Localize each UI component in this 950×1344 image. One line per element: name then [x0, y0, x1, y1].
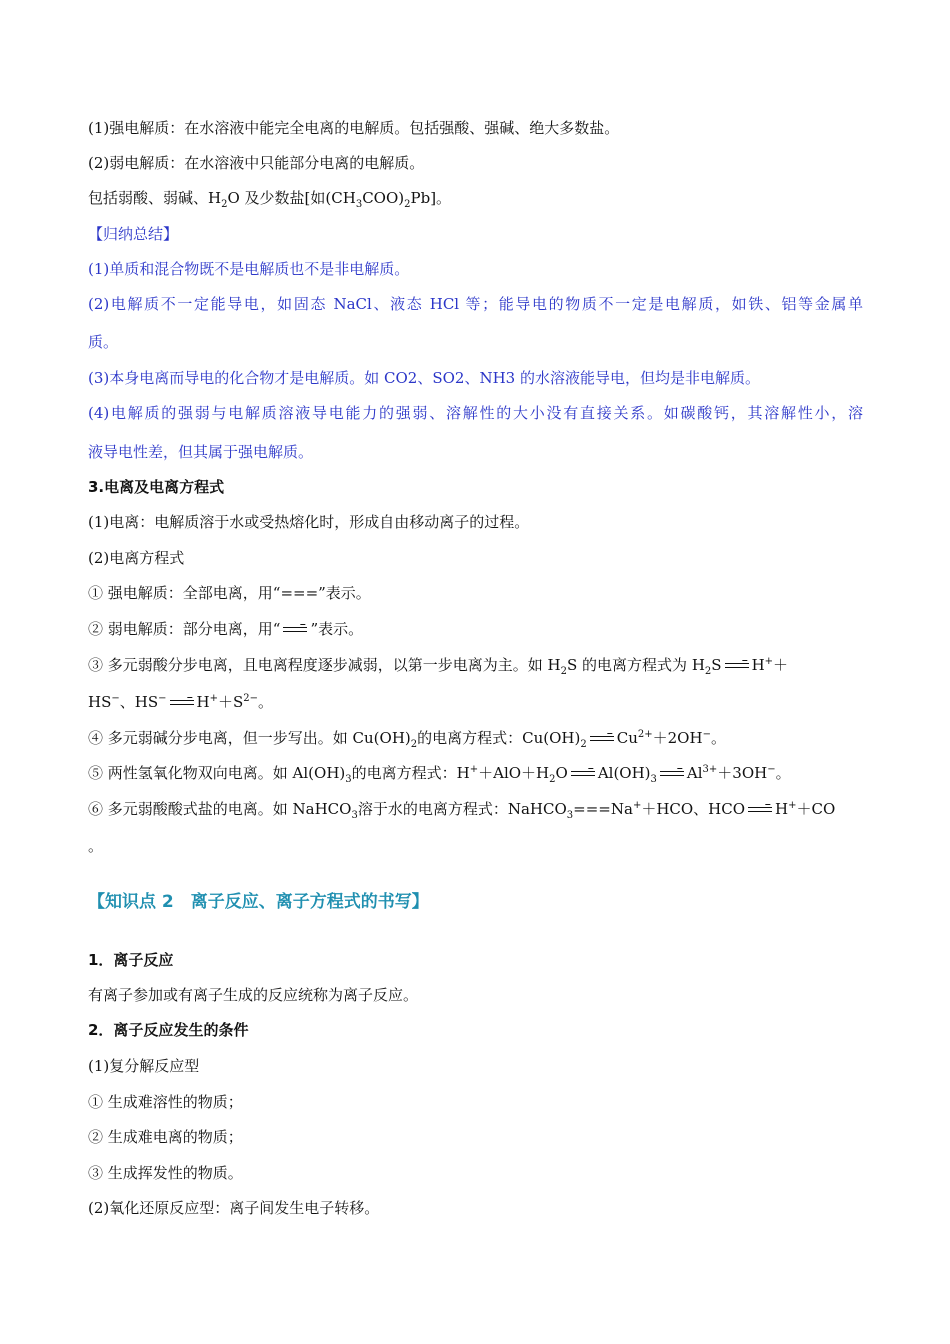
section-1-title: 1．离子反应	[88, 951, 174, 969]
rule-polyprotic-acid-cont: HS−、HS− $H^++S^{2-}$。	[88, 693, 274, 711]
rule-strong: ① 强电解质：全部电离，用“===”表示。	[88, 584, 371, 602]
weak-electrolyte-examples: 包括弱酸、弱碱、$H_2O$ 及少数盐[如$(CH_3COO)_2Pb$]。	[88, 189, 452, 210]
rule-acid-salt: ⑥ 多元弱酸酸式盐的电离。如 NaHCO$_3$溶于水的电离方程式：NaHCO$_3$===Na+＋HCO、HCO H+＋CO	[88, 800, 836, 821]
summary-item-2-cont: 质。	[88, 333, 119, 351]
summary-title: 【归纳总结】	[88, 225, 179, 243]
condition-item-3: ③ 生成挥发性的物质。	[88, 1164, 243, 1182]
summary-item-3: (3)本身电离而导电的化合物才是电解质。如 CO2、SO2、NH3 的水溶液能导电，但均是非电解质。	[88, 369, 760, 387]
section-3-title: 3.电离及电离方程式	[88, 478, 225, 496]
condition-title: (1)复分解反应型	[88, 1057, 200, 1075]
redox-condition: (2)氧化还原反应型：离子间发生电子转移。	[88, 1199, 380, 1217]
knowledge-point-2-title: 【知识点 2 离子反应、离子方程式的书写】	[88, 892, 429, 912]
reversible-arrow-icon	[283, 625, 307, 635]
rule-acid-salt-end: 。	[88, 837, 104, 855]
section-2-title: 2．离子反应发生的条件	[88, 1021, 249, 1039]
equation-title: (2)电离方程式	[88, 549, 185, 567]
reversible-arrow-icon	[660, 769, 684, 779]
reversible-arrow-icon	[590, 734, 614, 744]
condition-item-2: ② 生成难电离的物质；	[88, 1128, 243, 1146]
reversible-arrow-icon	[725, 661, 749, 671]
summary-item-4-cont: 液导电性差，但其属于强电解质。	[88, 443, 314, 461]
strong-electrolyte-definition: (1)强电解质：在水溶液中能完全电离的电解质。包括强酸、强碱、绝大多数盐。	[88, 119, 620, 137]
reversible-arrow-icon	[748, 805, 772, 815]
summary-item-4: (4)电解质的强弱与电解质溶液导电能力的强弱、溶解性的大小没有直接关系。如碳酸钙，其溶解性小，溶	[88, 404, 863, 422]
rule-polybasic-base: ④ 多元弱碱分步电离，但一步写出。如 $Cu(OH)_2$的电离方程式：$Cu(OH)_2$ $Cu^{2+}+2OH^-$。	[88, 729, 726, 750]
weak-electrolyte-definition: (2)弱电解质：在水溶液中只能部分电离的电解质。	[88, 154, 425, 172]
rule-polyprotic-acid: ③ 多元弱酸分步电离，且电离程度逐步减弱，以第一步电离为主。如 $H_2S$ 的电离方程式为 $H_2S$ H+＋	[88, 656, 789, 677]
rule-amphoteric: ⑤ 两性氢氧化物双向电离。如 $Al(OH)_3$的电离方程式：$H^++AlO+H_2O$ $Al(OH)_3$ $Al^{3+}+3OH^-$。	[88, 764, 791, 785]
ion-reaction-definition: 有离子参加或有离子生成的反应统称为离子反应。	[88, 986, 419, 1004]
ionization-definition: (1)电离：电解质溶于水或受热熔化时，形成自由移动离子的过程。	[88, 513, 530, 531]
summary-item-1: (1)单质和混合物既不是电解质也不是非电解质。	[88, 260, 410, 278]
condition-item-1: ① 生成难溶性的物质；	[88, 1093, 243, 1111]
reversible-arrow-icon	[170, 698, 194, 708]
rule-weak: ② 弱电解质：部分电离，用“ ”表示。	[88, 620, 364, 638]
reversible-arrow-icon	[571, 769, 595, 779]
summary-item-2: (2)电解质不一定能导电，如固态 NaCl、液态 HCl 等；能导电的物质不一定是电解质，如铁、铝等金属单	[88, 295, 863, 313]
